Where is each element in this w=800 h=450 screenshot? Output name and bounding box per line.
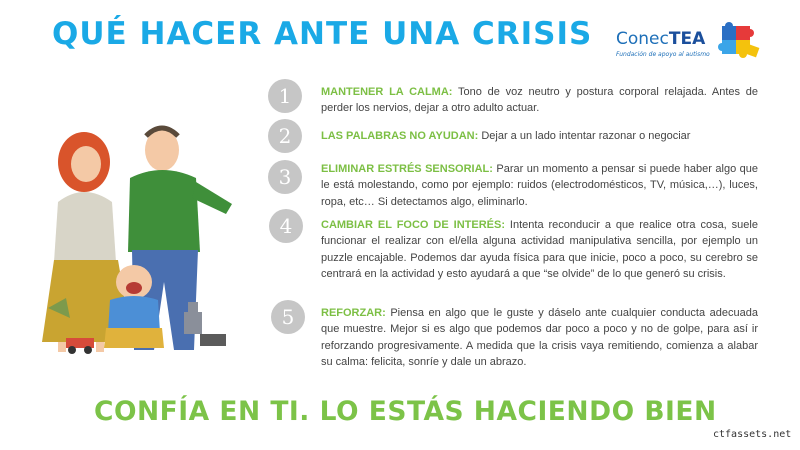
step-4 [321,217,758,283]
page-title: QUÉ HACER ANTE UNA CRISIS [52,16,593,52]
step-number-5: 5 [271,300,305,334]
family-crisis-illustration [36,112,236,356]
conectea-logo [612,20,762,72]
step-number-4: 4 [269,209,303,243]
logo-tagline: Fundación de apoyo al autismo [616,51,710,58]
step-3-text: Parar un momento a pensar si puede haber algo que le está molestando, como por ejemplo: ruidos (electrodomésticos, TV, música,…), luces, ropa, etc… Si detectamos algo, eliminarlo. [321,163,758,208]
step-2-text: Dejar a un lado intentar razonar o negociar [478,130,691,142]
step-number-3: 3 [268,160,302,194]
step-2-heading: LAS PALABRAS NO AYUDAN: [321,130,479,142]
step-2 [321,128,758,144]
source-watermark: ctfassets.net [713,429,792,440]
logo-name-suffix: TEA [668,29,706,49]
step-1-text: Tono de voz neutro y postura corporal relajada. Antes de perder los nervios, dejar a otro adulto actuar. [321,86,758,115]
step-1-heading: MANTENER LA CALMA: [321,86,453,98]
step-5 [321,305,758,371]
step-4-text: Intenta reconducir a que realice otra cosa, suele funcionar el realizar con el/ella alguna actividad manipulativa sencilla, por ejemplo un puzzle encajable. Podemos dar ayuda física para que inicie, poco a poco, su cerebro se centrará en la actividad y esto ayudará a que “se olvide” de lo que generó su crisis. [321,219,758,281]
step-5-heading: REFORZAR: [321,307,386,319]
step-number-1: 1 [268,79,302,113]
puzzle-pieces-icon [712,20,762,68]
step-4-heading: CAMBIAR EL FOCO DE INTERÉS: [321,219,505,231]
logo-name [616,29,705,49]
logo-name-prefix: Conec [616,29,669,49]
step-3 [321,161,758,210]
step-5-text: Piensa en algo que le guste y dáselo ante cualquier conducta adecuada que muestre. Mejor si es algo que podemos dar poco a poco y no de golpe, para así ir reforzando progresivamente. A medida que la crisis vaya remitiendo, comienza a alabar su calma: felicita, sonríe y dale un abrazo. [321,307,758,369]
step-1 [321,84,758,117]
step-number-2: 2 [268,119,302,153]
footer-message: CONFÍA EN TI. LO ESTÁS HACIENDO BIEN [94,396,717,427]
step-3-heading: ELIMINAR ESTRÉS SENSORIAL: [321,163,493,175]
